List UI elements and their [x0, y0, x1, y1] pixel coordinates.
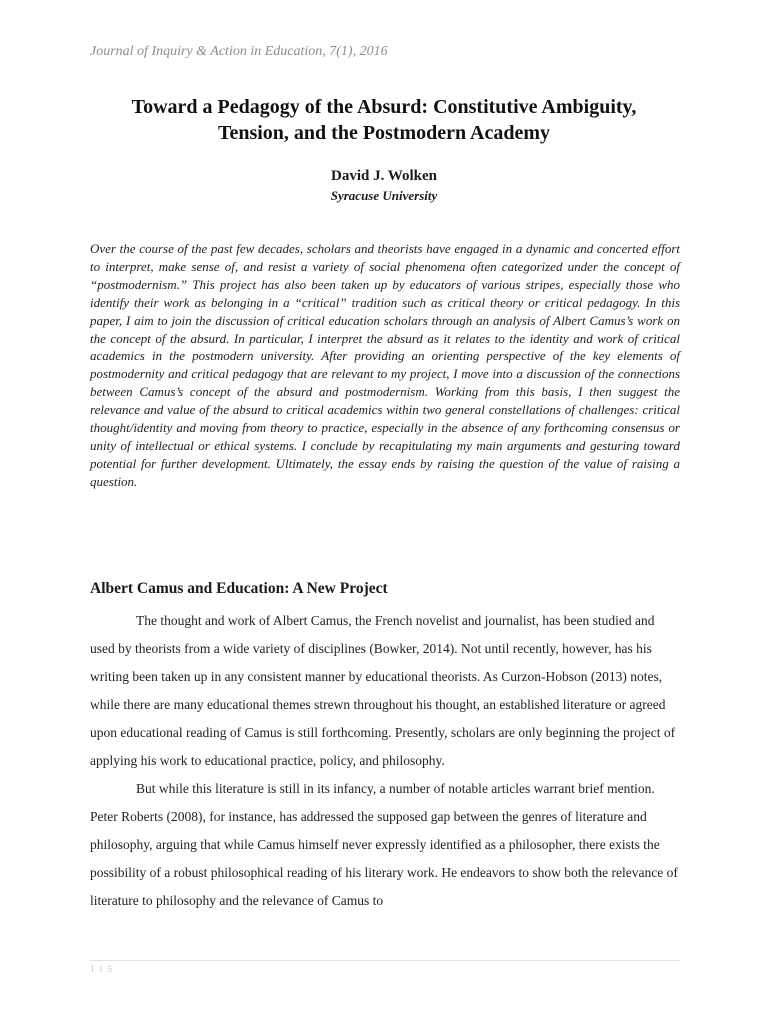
article-title — [40, 94, 728, 146]
article-title-line-1: Toward a Pedagogy of the Absurd: Constitutive Ambiguity, — [131, 96, 637, 118]
section-heading: Albert Camus and Education: A New Project — [90, 580, 388, 597]
body-paragraph-1: The thought and work of Albert Camus, the French novelist and journalist, has been studied and used by theorists from a wide variety of disciplines (Bowker, 2014). Not until recently, however, has his writing been taken up in any consistent manner by educational theorists. As Curzon-Hobson (2013) notes, while there are many educational themes strewn throughout his thought, an established literature or agreed upon educational reading of Camus is still forthcoming. Presently, scholars are only beginning the project of applying his work to educational practice, policy, and philosophy. — [90, 613, 676, 768]
article-title-line-2: Tension, and the Postmodern Academy — [217, 122, 551, 144]
footer-divider — [90, 960, 680, 961]
journal-header: Journal of Inquiry & Action in Education, 7(1), 2016 — [90, 44, 388, 59]
body-paragraph-2: But while this literature is still in its infancy, a number of notable articles warrant brief mention. Peter Roberts (2008), for instance, has addressed the supposed gap between the genres of literature and philosophy, arguing that while Camus himself never expressly identified as a philosopher, there exists the possibility of a robust philosophical reading of his literary work. He endeavors to show both the relevance of literature to philosophy and the relevance of Camus to — [90, 781, 678, 908]
author-name: David J. Wolken — [330, 168, 437, 184]
body-text — [90, 607, 680, 915]
author-affiliation: Syracuse University — [330, 188, 438, 203]
abstract: Over the course of the past few decades, scholars and theorists have engaged in a dynamic and concerted effort to interpret, make sense of, and resist a variety of social phenomena often categorized under the concept of “postmodernism.” This project has also been taken up by educators of various stripes, especially those who identify their work as belonging in a “critical” tradition such as critical theory or critical pedagogy. In this paper, I aim to join the discussion of critical education scholars through an analysis of Albert Camus’s work on the concept of the absurd. In particular, I interpret the absurd as it relates to the identity and work of critical academics in the postmodern university. After providing an orienting perspective of the key elements of postmodernity and critical pedagogy that are relevant to my project, I move into a discussion of the connections between Camus’s concept of the absurd and postmodernism. Working from this basis, I then suggest the relevance and value of the absurd to critical academics within two general constellations of challenges: critical thought/identity and moving from theory to practice, especially in the absence of any forthcoming consensus or unity of intellectual or ethical systems. I conclude by recapitulating my main arguments and gesturing toward potential for further development. Ultimately, the essay ends by raising the question of the value of raising a question. — [90, 241, 680, 489]
page-number: 1 1 5 — [90, 964, 113, 974]
